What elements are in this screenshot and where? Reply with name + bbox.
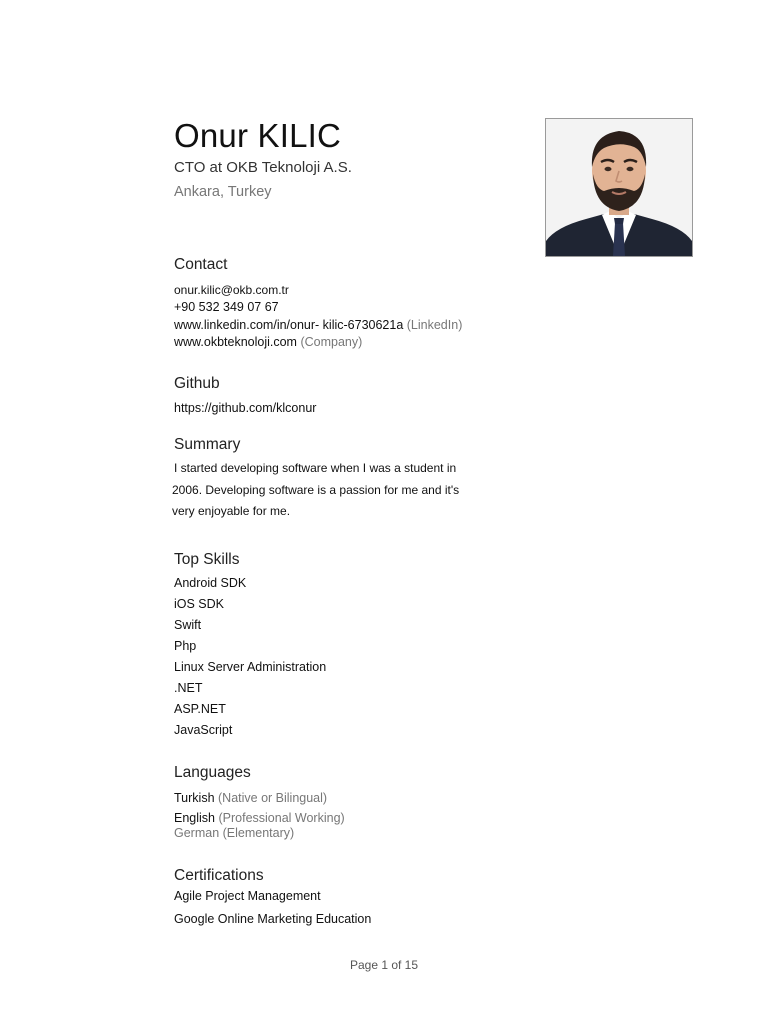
company-label: (Company) bbox=[300, 335, 363, 349]
github-url[interactable]: https://github.com/klconur bbox=[174, 401, 317, 415]
language-item bbox=[174, 811, 345, 825]
contact-email[interactable]: onur.kilic@okb.com.tr bbox=[174, 283, 289, 297]
page-number: Page 1 of 15 bbox=[349, 958, 419, 972]
certification-item: Google Online Marketing Education bbox=[174, 912, 372, 926]
skill-item: Swift bbox=[174, 618, 202, 632]
certifications-heading: Certifications bbox=[174, 867, 264, 884]
profile-headline: CTO at OKB Teknoloji A.S. bbox=[174, 159, 352, 176]
skill-item: JavaScript bbox=[174, 723, 233, 737]
linkedin-label: (LinkedIn) bbox=[406, 318, 463, 332]
language-item bbox=[174, 826, 294, 840]
summary-line-3: very enjoyable for me. bbox=[172, 504, 291, 518]
profile-photo bbox=[545, 118, 693, 257]
skill-item: iOS SDK bbox=[174, 597, 225, 611]
contact-heading: Contact bbox=[174, 256, 228, 273]
language-name: German (Elementary) bbox=[174, 826, 295, 840]
company-url[interactable]: www.okbteknoloji.com bbox=[174, 335, 297, 349]
skill-item: Android SDK bbox=[174, 576, 247, 590]
skill-item: ASP.NET bbox=[174, 702, 226, 716]
linkedin-url[interactable]: www.linkedin.com/in/onur- kilic-6730621a bbox=[174, 318, 404, 332]
skill-item: Php bbox=[174, 639, 197, 653]
profile-location: Ankara, Turkey bbox=[174, 184, 272, 200]
summary-line-2: 2006. Developing software is a passion for me and it's bbox=[172, 483, 460, 497]
github-heading: Github bbox=[174, 375, 220, 392]
language-name: English bbox=[174, 811, 215, 825]
skill-item: Linux Server Administration bbox=[174, 660, 327, 674]
skills-heading: Top Skills bbox=[174, 551, 240, 568]
summary-heading: Summary bbox=[174, 436, 241, 453]
contact-linkedin[interactable] bbox=[174, 318, 462, 332]
language-item bbox=[174, 791, 327, 805]
languages-heading: Languages bbox=[174, 764, 251, 781]
language-name: Turkish bbox=[174, 791, 215, 805]
skill-item: .NET bbox=[174, 681, 203, 695]
language-level: (Native or Bilingual) bbox=[218, 791, 328, 805]
contact-phone: +90 532 349 07 67 bbox=[174, 300, 279, 314]
language-level: (Professional Working) bbox=[218, 811, 345, 825]
certification-item: Agile Project Management bbox=[174, 889, 321, 903]
summary-line-1: I started developing software when I was a student in bbox=[174, 461, 457, 475]
profile-name: Onur KILIC bbox=[174, 117, 342, 154]
contact-company[interactable] bbox=[174, 335, 362, 349]
